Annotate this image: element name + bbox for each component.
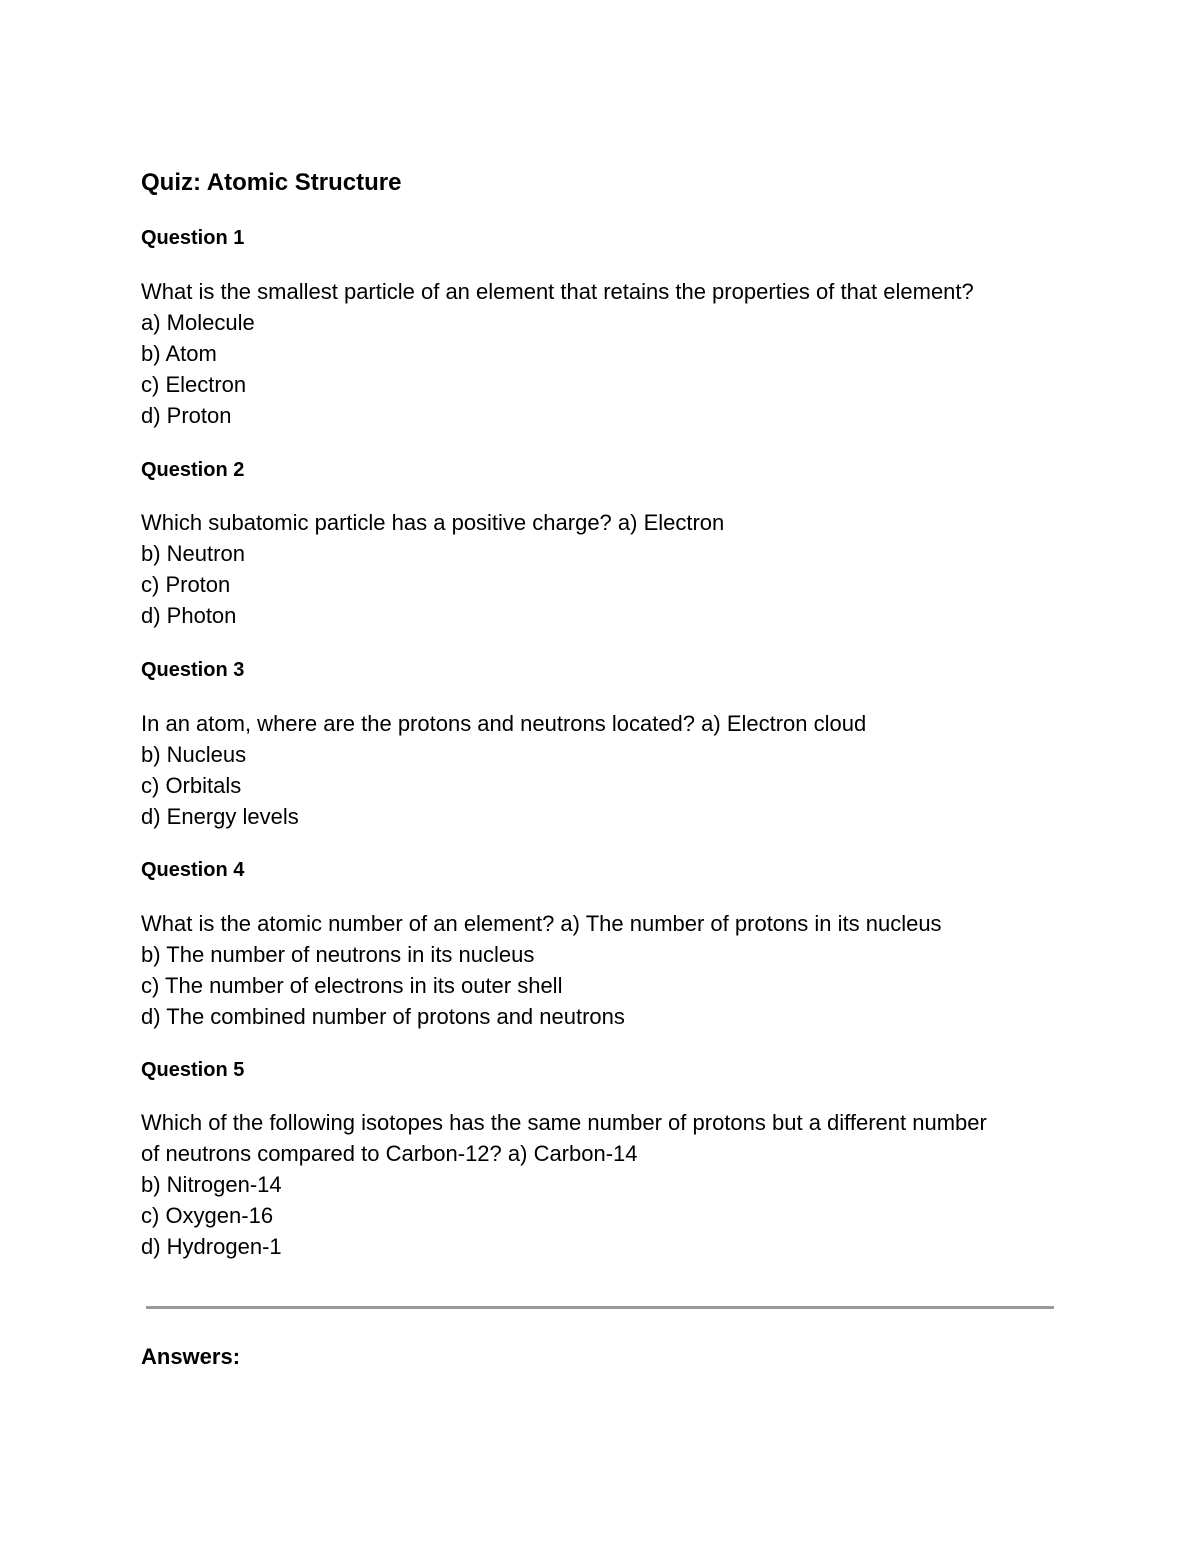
question-1-option-b: b) Atom [141, 341, 217, 366]
question-1-body [141, 276, 1061, 431]
question-1-heading: Question 1 [141, 227, 245, 249]
quiz-title: Quiz: Atomic Structure [141, 169, 402, 196]
question-2-option-b: b) Neutron [141, 541, 245, 566]
question-1-option-a: a) Molecule [141, 310, 255, 335]
question-1-option-d: d) Proton [141, 403, 232, 428]
question-5-option-c: c) Oxygen-16 [141, 1203, 274, 1228]
question-2-heading: Question 2 [141, 459, 245, 481]
question-1-option-c: c) Electron [141, 372, 247, 397]
question-5-option-b: b) Nitrogen-14 [141, 1172, 282, 1197]
question-1-text: What is the smallest particle of an element that retains the properties of that element? [141, 279, 974, 304]
question-2-option-d: d) Photon [141, 603, 237, 628]
question-5-text-line-2: of neutrons compared to Carbon-12? a) Carbon-14 [141, 1141, 638, 1166]
question-4-option-d: d) The combined number of protons and neutrons [141, 1004, 625, 1029]
answers-heading: Answers: [141, 1344, 241, 1369]
question-3-option-b: b) Nucleus [141, 742, 247, 767]
question-5-text-line-1: Which of the following isotopes has the same number of protons but a different number [141, 1110, 987, 1135]
question-3-option-c: c) Orbitals [141, 773, 242, 798]
question-4-heading: Question 4 [141, 859, 245, 881]
question-3-option-d: d) Energy levels [141, 804, 299, 829]
question-4-body [141, 908, 1061, 1032]
question-4-option-b: b) The number of neutrons in its nucleus [141, 942, 535, 967]
question-3-body [141, 708, 1061, 832]
question-2-text: Which subatomic particle has a positive charge? a) Electron [141, 510, 725, 535]
question-5-body [141, 1107, 1061, 1262]
question-4-text: What is the atomic number of an element? a) The number of protons in its nucleus [141, 911, 942, 936]
horizontal-divider [146, 1306, 1054, 1309]
question-5-option-d: d) Hydrogen-1 [141, 1234, 282, 1259]
question-2-body [141, 507, 1061, 631]
question-3-heading: Question 3 [141, 659, 245, 681]
question-3-text: In an atom, where are the protons and neutrons located? a) Electron cloud [141, 711, 867, 736]
question-2-option-c: c) Proton [141, 572, 231, 597]
question-5-heading: Question 5 [141, 1059, 245, 1081]
question-4-option-c: c) The number of electrons in its outer shell [141, 973, 563, 998]
